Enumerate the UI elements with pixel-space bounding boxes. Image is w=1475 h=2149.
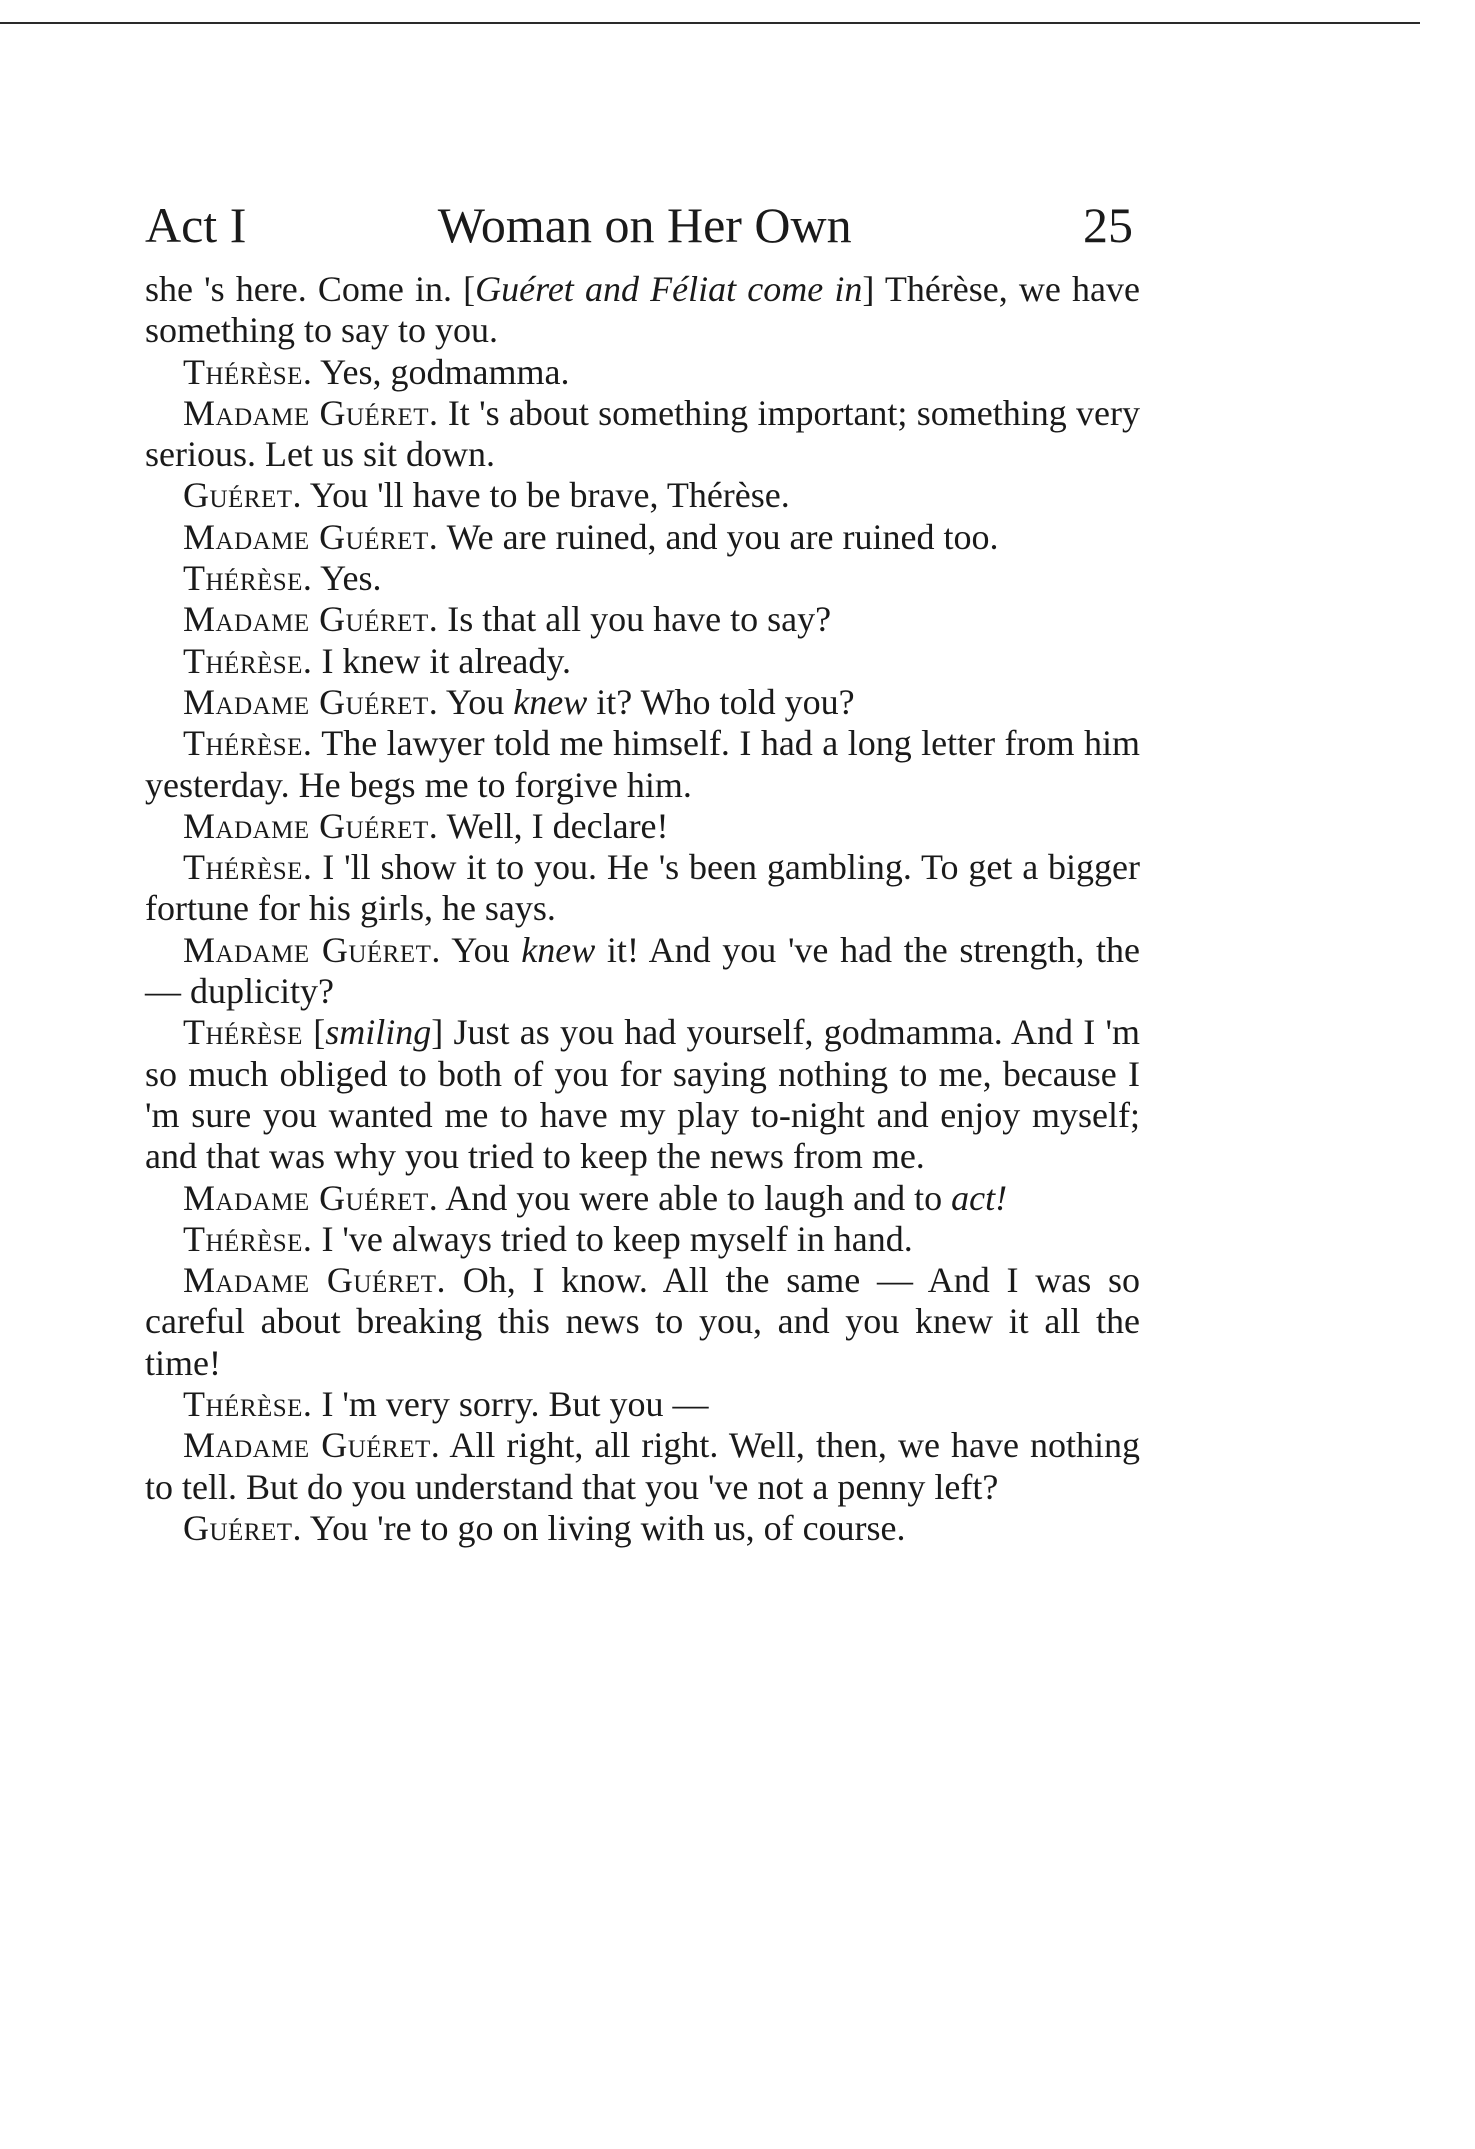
dialogue-text: You 're to go on living with us, of course. — [302, 1507, 906, 1548]
speaker-name: Madame Guéret. — [183, 805, 439, 846]
act-label: Act I — [145, 197, 247, 253]
speaker-name: Thérèse. — [183, 640, 313, 681]
speech-paragraph — [145, 1508, 1140, 1549]
dialogue-text: I 'll show it to you. He 's been gambling. To get a bigger fortune for his girls, he says. — [145, 847, 1140, 929]
dialogue-text: it? Who told you? — [587, 681, 855, 722]
dialogue-text: ] Just as you had yourself, godmamma. And I 'm so much obliged to both of you for saying nothing to me, because I 'm sure you wanted me to have my play to-night and enjoy myself; and that was why you tried to keep the news from me. — [145, 1012, 1140, 1177]
dialogue-text: it! And you 've had the strength, the — duplicity? — [145, 929, 1141, 1012]
speech-paragraph — [145, 847, 1140, 930]
speaker-name: Madame Guéret. — [183, 599, 439, 640]
speech-paragraph — [145, 641, 1140, 682]
speech-paragraph — [145, 930, 1140, 1013]
dialogue-text: It 's about something important; something very serious. Let us sit down. — [145, 392, 1140, 475]
speech-paragraph — [145, 806, 1140, 847]
speaker-name: Thérèse. — [183, 351, 313, 392]
speaker-name: Thérèse. — [183, 1384, 313, 1425]
dialogue-text: We are ruined, and you are ruined too. — [438, 516, 999, 557]
play-text — [145, 269, 1140, 1549]
dialogue-text: Yes. — [312, 558, 382, 599]
speaker-name: Madame Guéret. — [183, 1177, 439, 1218]
dialogue-text: You 'll have to be brave, Thérèse. — [302, 475, 790, 516]
speech-paragraph — [145, 1260, 1140, 1384]
speech-paragraph — [145, 475, 1140, 516]
speaker-name: Guéret. — [183, 1507, 303, 1548]
page-number: 25 — [1083, 197, 1133, 253]
dialogue-text: You — [438, 681, 514, 722]
speech-paragraph — [145, 723, 1140, 806]
dialogue-text: I 'm very sorry. But you — — [312, 1384, 709, 1425]
dialogue-text: Well, I declare! — [438, 805, 669, 846]
speech-paragraph — [145, 393, 1140, 476]
dialogue-text: The lawyer told me himself. I had a long letter from him yesterday. He begs me to forgive him. — [145, 723, 1140, 805]
speech-paragraph — [145, 1425, 1140, 1508]
top-rule — [0, 22, 1420, 24]
dialogue-text: I 've always tried to keep myself in hand. — [312, 1218, 913, 1259]
speaker-name: Madame Guéret. — [183, 392, 439, 433]
continued-paragraph — [145, 269, 1140, 352]
dialogue-text: she 's here. Come in. [ — [145, 269, 476, 309]
speech-paragraph — [145, 1384, 1140, 1425]
dialogue-text: And you were able to laugh and to — [438, 1177, 952, 1218]
dialogue-text: Oh, I know. All the same — And I was so careful about breaking this news to you, and you knew it all the time! — [145, 1260, 1140, 1383]
speech-paragraph — [145, 1178, 1140, 1219]
running-head — [145, 195, 1140, 255]
speaker-name: Thérèse. — [183, 1218, 313, 1259]
dialogue-text: You — [440, 929, 522, 970]
speaker-name: Madame Guéret. — [183, 1260, 446, 1301]
book-page — [145, 195, 1140, 1549]
speech-paragraph — [145, 558, 1140, 599]
speech-paragraph — [145, 352, 1140, 393]
book-title: Woman on Her Own — [437, 197, 852, 253]
speech-paragraph — [145, 682, 1140, 723]
speaker-name: Madame Guéret. — [183, 516, 439, 557]
dialogue-text: Is that all you have to say? — [438, 599, 832, 640]
speaker-name: Madame Guéret. — [183, 681, 439, 722]
dialogue-text: Yes, godmamma. — [312, 351, 570, 392]
italic-text: knew — [521, 929, 596, 970]
speaker-name: Madame Guéret. — [183, 1425, 441, 1466]
speech-paragraph — [145, 599, 1140, 640]
italic-text: smiling — [325, 1012, 432, 1053]
speaker-name: Thérèse — [183, 1012, 303, 1053]
italic-text: knew — [513, 681, 588, 722]
speaker-name: Thérèse. — [183, 847, 313, 888]
speaker-name: Thérèse. — [183, 558, 313, 599]
dialogue-text: All right, all right. Well, then, we have nothing to tell. But do you understand that you 've not a penny left? — [145, 1425, 1141, 1507]
speech-paragraph — [145, 1219, 1140, 1260]
dialogue-text: I knew it already. — [312, 640, 571, 681]
dialogue-text: [ — [302, 1012, 326, 1053]
speech-paragraph — [145, 517, 1140, 558]
speaker-name: Madame Guéret. — [183, 929, 441, 970]
speech-paragraph — [145, 1012, 1140, 1177]
dialogue-text: ] Thérèse, we have something to say to you. — [145, 269, 1140, 351]
italic-text: Guéret and Féliat come in — [475, 269, 863, 309]
speaker-name: Thérèse. — [183, 723, 313, 764]
speaker-name: Guéret. — [183, 475, 303, 516]
italic-text: act! — [951, 1177, 1008, 1218]
